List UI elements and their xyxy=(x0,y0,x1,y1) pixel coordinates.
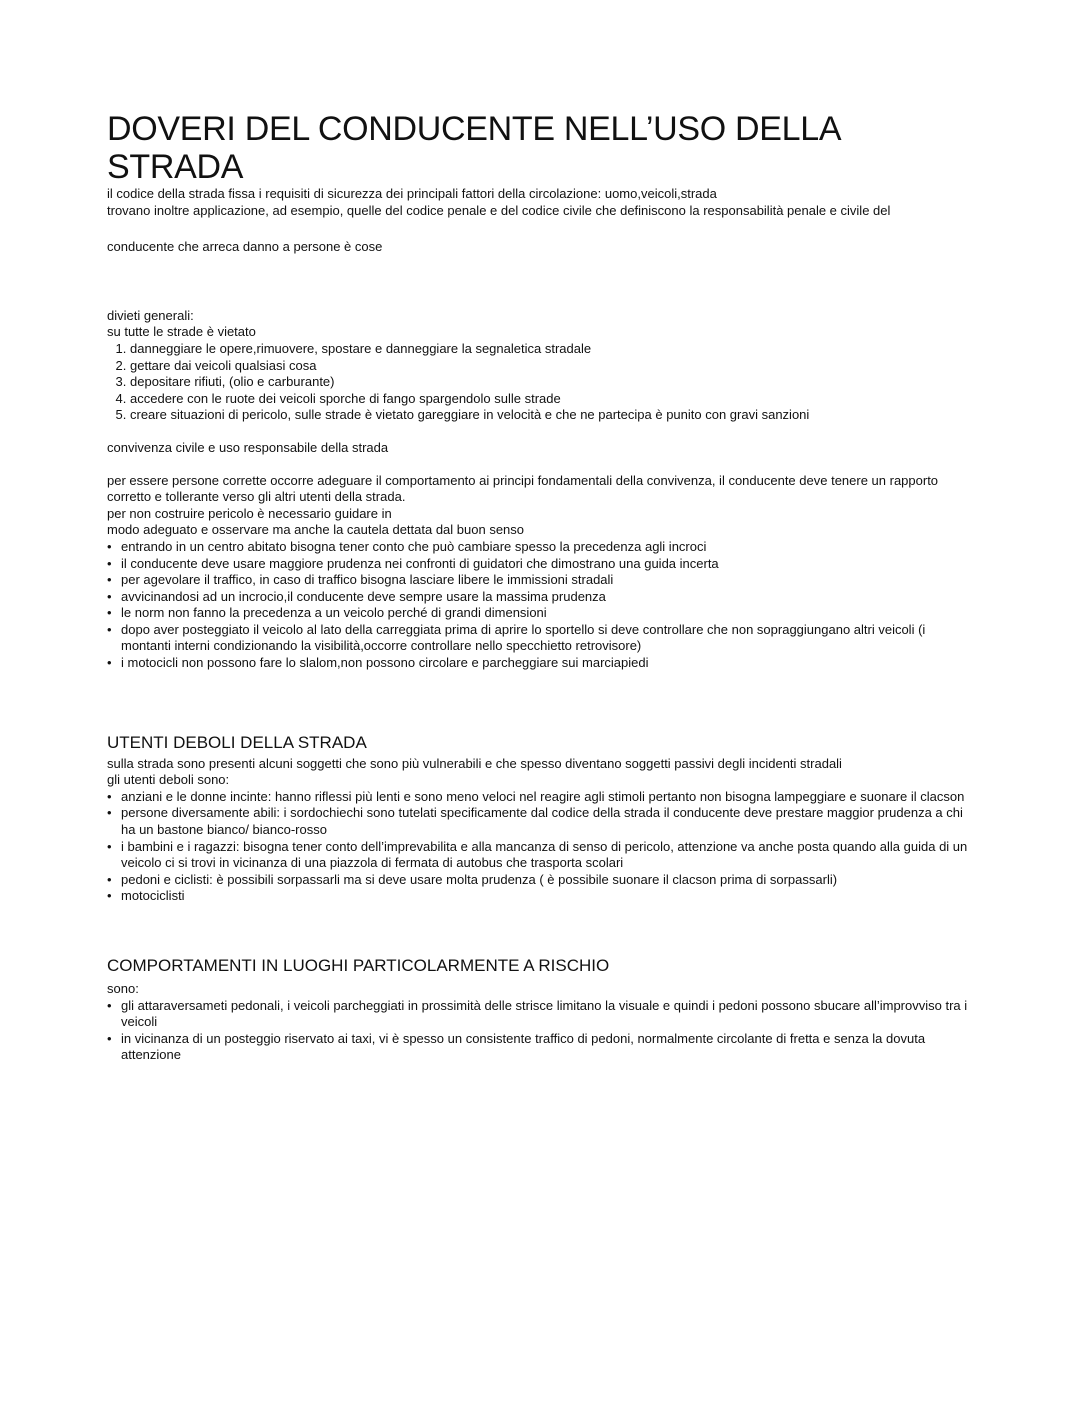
section-heading-utenti: UTENTI DEBOLI DELLA STRADA xyxy=(107,732,367,752)
list-item: • il conducente deve usare maggiore prudenza nei confronti di guidatori che dimostrano una guida incerta xyxy=(121,556,977,573)
page-title: DOVERI DEL CONDUCENTE NELL’USO DELLA STRADA xyxy=(107,110,840,186)
list-item: • in vicinanza di un posteggio riservato ai taxi, vi è spesso un consistente traffico di pedoni, normalmente circolante di fretta e senza la dovuta attenzione xyxy=(121,1031,977,1064)
list-item: • motociclisti xyxy=(121,888,977,905)
list-item: • entrando in un centro abitato bisogna tener conto che può cambiare spesso la precedenza agli incroci xyxy=(121,539,977,556)
paragraph: per non costruire pericolo è necessario guidare in xyxy=(107,505,392,521)
list-item: • per agevolare il traffico, in caso di traffico bisogna lasciare libere le immissioni stradali xyxy=(121,572,977,589)
list-item: • i bambini e i ragazzi: bisogna tener conto dell’imprevabilita e alla mancanza di senso di pericolo, attenzione va anche posta quando alla guida di un veicolo ci si trovi in vicinanza di una piazzola di fermata di autobus che trasporta scolari xyxy=(121,839,977,872)
list-item: • anziani e le donne incinte: hanno riflessi più lenti e sono meno veloci nel reagire agli stimoli pertanto non bisogna lampeggiare e suonare il clacson xyxy=(121,789,977,806)
intro-line: il codice della strada fissa i requisiti di sicurezza dei principali fattori della circolazione: uomo,veicoli,strada xyxy=(107,186,717,201)
convivenza-heading: convivenza civile e uso responsabile della strada xyxy=(107,439,389,455)
divieti-subheading: su tutte le strade è vietato xyxy=(107,324,256,340)
list-item: • avvicinandosi ad un incrocio,il conducente deve sempre usare la massima prudenza xyxy=(121,589,977,606)
paragraph: sono: xyxy=(107,981,139,996)
intro-line: trovano inoltre applicazione, ad esempio, quelle del codice penale e del codice civile che definiscono la responsabilità penale e civile del xyxy=(107,202,891,218)
utenti-list xyxy=(107,789,977,905)
list-item: 4. accedere con le ruote dei veicoli sporche di fango spargendolo sulle strade xyxy=(130,391,977,408)
list-item: • le norm non fanno la precedenza a un veicolo perché di grandi dimensioni xyxy=(121,605,977,622)
paragraph: sulla strada sono presenti alcuni soggetti che sono più vulnerabili e che spesso diventano soggetti passivi degli incidenti stradali xyxy=(107,755,842,771)
list-item: 2. gettare dai veicoli qualsiasi cosa xyxy=(130,358,977,375)
document-page xyxy=(107,110,977,1064)
convivenza-list xyxy=(107,539,977,672)
intro-line: conducente che arreca danno a persone è cose xyxy=(107,239,383,255)
list-item: 5. creare situazioni di pericolo, sulle strade è vietato gareggiare in velocità e che ne partecipa è punito con gravi sanzioni xyxy=(130,407,977,424)
paragraph: modo adeguato e osservare ma anche la cautela dettata dal buon senso xyxy=(107,522,525,538)
list-item: • dopo aver posteggiato il veicolo al lato della carreggiata prima di aprire lo sportello si deve controllare che non sopraggiungano altri veicoli (i montanti interni condizionando la visibilità,occorre controllare nello specchietto retrovisore) xyxy=(121,622,977,655)
paragraph: gli utenti deboli sono: xyxy=(107,772,230,788)
paragraph: per essere persone corrette occorre adeguare il comportamento ai principi fondamentali della convivenza, il conducente deve tenere un rapporto corretto e tollerante verso gli altri utenti della strada. xyxy=(107,472,939,505)
comportamenti-list xyxy=(107,998,977,1064)
list-item: • i motocicli non possono fare lo slalom,non possono circolare e parcheggiare sui marciapiedi xyxy=(121,655,977,672)
section-heading-comportamenti: COMPORTAMENTI IN LUOGHI PARTICOLARMENTE A RISCHIO xyxy=(107,956,610,975)
list-item: 3. depositare rifiuti, (olio e carburante) xyxy=(130,374,977,391)
divieti-heading: divieti generali: xyxy=(107,307,194,323)
list-item: • gli attaraversameti pedonali, i veicoli parcheggiati in prossimità delle strisce limitano la visuale e quindi i pedoni possono sbucare all’improvviso tra i veicoli xyxy=(121,998,977,1031)
list-item: • persone diversamente abili: i sordochiechi sono tutelati specificamente dal codice della strada il conducente deve prestare maggior prudenza a chi ha un bastone bianco/ bianco-rosso xyxy=(121,805,977,838)
list-item: • pedoni e ciclisti: è possibili sorpassarli ma si deve usare molta prudenza ( è possibile suonare il clacson prima di sorpassarli) xyxy=(121,872,977,889)
divieti-list xyxy=(107,341,977,424)
list-item: 1. danneggiare le opere,rimuovere, spostare e danneggiare la segnaletica stradale xyxy=(130,341,977,358)
